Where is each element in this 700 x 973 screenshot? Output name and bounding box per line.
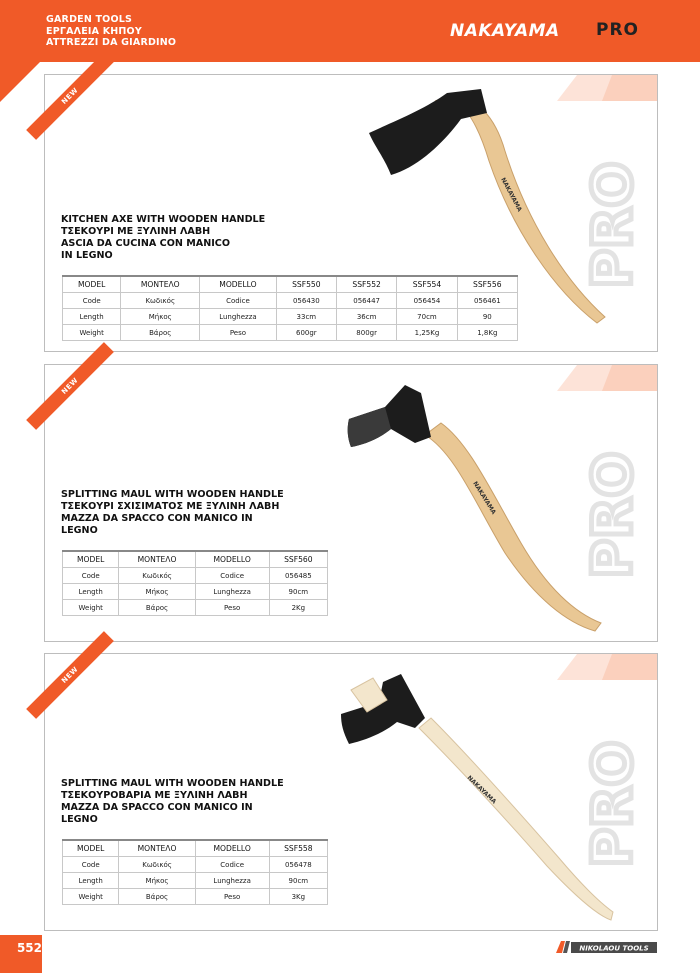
table-cell: Peso [195,889,269,905]
spec-table [62,550,328,616]
table-cell: Lunghezza [200,309,276,325]
table-cell: 36cm [336,309,396,325]
brand-name: NAKAYAMA [450,21,560,41]
table-cell: Lunghezza [195,873,269,889]
svg-text:PRO: PRO [581,161,644,289]
table-cell: Peso [195,600,269,616]
table-cell: 90 [457,309,517,325]
category-title-en: GARDEN TOOLS [46,14,133,25]
table-cell: 056478 [269,857,327,873]
table-cell: 056454 [397,293,457,309]
table-header-cell: ΜΟΝΤΕΛΟ [119,840,195,857]
title-line-it-cont: LEGNO [61,525,98,536]
table-cell: Βάρος [119,889,195,905]
table-cell: 90cm [269,584,327,600]
table-cell: 056430 [276,293,336,309]
table-header-cell: SSF554 [397,276,457,293]
table-header-cell: MODEL [63,551,119,568]
header-corner [0,62,40,102]
table-header-row [63,276,518,293]
table-cell: Βάρος [119,600,195,616]
product-panel-splitting-maul [44,364,658,642]
table-header-row [63,551,328,568]
table-row [63,309,518,325]
table-cell: Κωδικός [119,857,195,873]
table-cell: 3Kg [269,889,327,905]
table-header-cell: SSF550 [276,276,336,293]
title-line-en: SPLITTING MAUL WITH WOODEN HANDLE [61,489,284,500]
table-cell: Length [63,584,119,600]
title-line-el: ΤΣΕΚΟΥΡΙ ΣΧΙΣΙΜΑΤΟΣ ΜΕ ΞΥΛΙΝΗ ΛΑΒΗ [61,501,280,512]
category-title-it: ATTREZZI DA GIARDINO [46,37,177,48]
title-line-it: MAZZA DA SPACCO CON MANICO IN [61,513,253,524]
table-header-cell: MODELLO [195,840,269,857]
table-cell: Κωδικός [121,293,200,309]
product-title [61,489,284,537]
title-line-it-cont: IN LEGNO [61,250,113,261]
category-title-el: ΕΡΓΑΛΕΙΑ ΚΗΠΟΥ [46,25,142,37]
table-header-cell: SSF560 [269,551,327,568]
table-cell: Weight [63,889,119,905]
distributor-logo [556,940,658,954]
product-title [61,214,265,262]
table-cell: Codice [195,857,269,873]
table-cell: Code [63,568,119,584]
table-cell: 2Kg [269,600,327,616]
pro-watermark [581,395,653,635]
table-header-cell: SSF558 [269,840,327,857]
table-cell: Code [63,293,121,309]
title-line-en: KITCHEN AXE WITH WOODEN HANDLE [61,214,266,225]
title-line-el: ΤΣΕΚΟΥΡΟΒΑΡΙΑ ΜΕ ΞΥΛΙΝΗ ΛΑΒΗ [61,790,248,801]
table-cell: 056461 [457,293,517,309]
table-row [63,889,328,905]
table-cell: Codice [195,568,269,584]
table-header-cell: ΜΟΝΤΕΛΟ [119,551,195,568]
category-titles [46,14,176,49]
spec-table [62,839,328,905]
table-header-cell: SSF556 [457,276,517,293]
splitting-maul-image [345,383,605,635]
product-title [61,778,284,826]
table-cell: Length [63,309,121,325]
table-cell: 1,8Kg [457,325,517,341]
new-badge: NEW [26,342,114,430]
table-cell: Weight [63,325,121,341]
table-cell: Peso [200,325,276,341]
table-row [63,600,328,616]
svg-text:NAKAYAMA: NAKAYAMA [471,480,498,516]
table-header-cell: MODELLO [200,276,276,293]
brand-suffix: PRO [596,20,640,40]
new-badge: NEW [26,631,114,719]
sledge-maul-image [337,670,617,922]
page-number [0,935,42,973]
table-cell: 90cm [269,873,327,889]
product-panel-kitchen-axe [44,74,658,352]
title-line-en: SPLITTING MAUL WITH WOODEN HANDLE [61,778,284,789]
table-cell: 1,25Kg [397,325,457,341]
table-cell: Lunghezza [195,584,269,600]
svg-text:NAKAYAMA: NAKAYAMA [499,176,523,213]
title-line-it: MAZZA DA SPACCO CON MANICO IN [61,802,253,813]
table-cell: 33cm [276,309,336,325]
table-row [63,584,328,600]
svg-text:NIKOLAOU TOOLS: NIKOLAOU TOOLS [579,944,649,953]
new-badge: NEW [26,52,114,140]
svg-text:PRO: PRO [581,451,644,579]
table-header-cell: ΜΟΝΤΕΛΟ [121,276,200,293]
table-cell: Length [63,873,119,889]
table-cell: Weight [63,600,119,616]
svg-text:PRO: PRO [581,740,644,868]
table-cell: 600gr [276,325,336,341]
table-cell: Κωδικός [119,568,195,584]
page-number-text: 552 [16,941,42,955]
table-header-cell: SSF552 [336,276,396,293]
svg-text:NAKAYAMA: NAKAYAMA [465,774,498,806]
spec-table [62,275,518,341]
table-row [63,857,328,873]
table-header-cell: MODELLO [195,551,269,568]
table-cell: Μήκος [121,309,200,325]
table-header-cell: MODEL [63,840,119,857]
table-header-cell: MODEL [63,276,121,293]
table-cell: Βάρος [121,325,200,341]
product-panel-splitting-maul-sledge [44,653,658,931]
title-line-it-cont: LEGNO [61,814,98,825]
title-line-it: ASCIA DA CUCINA CON MANICO [61,238,231,249]
table-row [63,873,328,889]
table-cell: 056447 [336,293,396,309]
table-cell: 056485 [269,568,327,584]
table-cell: 70cm [397,309,457,325]
table-row [63,568,328,584]
table-header-row [63,840,328,857]
table-row [63,325,518,341]
title-line-el: ΤΣΕΚΟΥΡΙ ΜΕ ΞΥΛΙΝΗ ΛΑΒΗ [61,226,211,237]
table-cell: Code [63,857,119,873]
table-cell: Μήκος [119,584,195,600]
table-cell: 800gr [336,325,396,341]
table-cell: Codice [200,293,276,309]
table-row [63,293,518,309]
table-cell: Μήκος [119,873,195,889]
